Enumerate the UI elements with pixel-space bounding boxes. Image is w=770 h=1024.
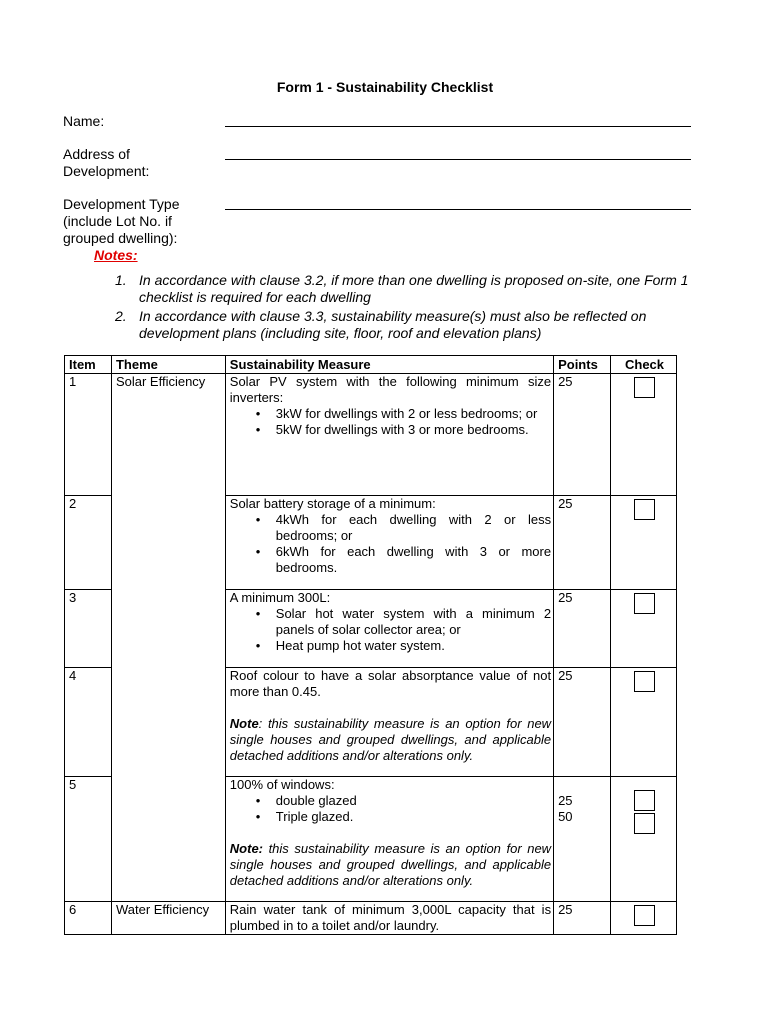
note-body: this sustainability measure is an option for new single houses and grouped dwellings, and applicable detached additions and/or alterations only. bbox=[229, 841, 552, 888]
points-cell bbox=[554, 777, 611, 902]
item-number: 2 bbox=[65, 496, 112, 590]
item-number: 5 bbox=[65, 777, 112, 902]
points-cell: 25 bbox=[554, 590, 611, 668]
measure-bullets bbox=[230, 606, 551, 654]
measure-note bbox=[230, 841, 551, 889]
check-cell bbox=[611, 777, 677, 902]
table-row bbox=[65, 496, 677, 590]
check-cell bbox=[611, 668, 677, 777]
theme-cell bbox=[111, 590, 225, 668]
checkbox[interactable] bbox=[634, 813, 655, 834]
note-text: In accordance with clause 3.2, if more than one dwelling is proposed on-site, one Form 1 checklist is required for each dwelling bbox=[139, 272, 689, 305]
table-row bbox=[65, 374, 677, 496]
checkbox[interactable] bbox=[634, 790, 655, 811]
item-number: 1 bbox=[65, 374, 112, 496]
checklist-table bbox=[64, 355, 677, 935]
notes-list bbox=[115, 272, 695, 344]
name-field-line[interactable] bbox=[225, 126, 691, 127]
bullet-item: • 5kW for dwellings with 3 or more bedrooms. bbox=[276, 422, 551, 438]
measure-text: A minimum 300L: bbox=[229, 590, 331, 605]
note-item bbox=[115, 308, 695, 342]
measure-cell bbox=[225, 374, 553, 496]
points-value: 25 bbox=[558, 793, 573, 808]
note-text: In accordance with clause 3.3, sustainability measure(s) must also be reflected on development plans (including site, floor, roof and elevation plans) bbox=[139, 308, 647, 341]
table-row bbox=[65, 777, 677, 902]
measure-bullets bbox=[230, 406, 551, 438]
table-row bbox=[65, 668, 677, 777]
item-number: 6 bbox=[65, 902, 112, 935]
measure-text: Rain water tank of minimum 3,000L capacity that is plumbed in to a toilet and/or laundry. bbox=[229, 902, 552, 933]
checkbox[interactable] bbox=[634, 671, 655, 692]
address-label: Address of Development: bbox=[63, 146, 150, 179]
check-cell bbox=[611, 496, 677, 590]
bullet-item: • Heat pump hot water system. bbox=[276, 638, 551, 654]
measure-text: Solar battery storage of a minimum: bbox=[229, 496, 436, 511]
theme-cell: Water Efficiency bbox=[111, 902, 225, 935]
measure-text: Solar PV system with the following minimum size inverters: bbox=[229, 374, 552, 405]
devtype-label: Development Type (include Lot No. if grouped dwelling): bbox=[63, 196, 180, 246]
measure-cell bbox=[225, 590, 553, 668]
measure-cell bbox=[225, 668, 553, 777]
note-body: : this sustainability measure is an option for new single houses and grouped dwellings, and applicable detached additions and/or alterations only. bbox=[229, 716, 552, 763]
header-theme: Theme bbox=[111, 356, 225, 374]
header-measure: Sustainability Measure bbox=[225, 356, 553, 374]
checkbox[interactable] bbox=[634, 377, 655, 398]
bullet-item: • 4kWh for each dwelling with 2 or less bedrooms; or bbox=[276, 512, 551, 544]
points-value: 50 bbox=[558, 809, 573, 824]
note-item bbox=[115, 272, 695, 306]
bullet-item: • 3kW for dwellings with 2 or less bedrooms; or bbox=[276, 406, 551, 422]
table-header-row bbox=[65, 356, 677, 374]
measure-text: Roof colour to have a solar absorptance value of not more than 0.45. bbox=[229, 668, 552, 699]
table-row bbox=[65, 902, 677, 935]
checkbox[interactable] bbox=[634, 905, 655, 926]
theme-cell bbox=[111, 668, 225, 777]
measure-text: 100% of windows: bbox=[229, 777, 335, 792]
theme-cell: Solar Efficiency bbox=[111, 374, 225, 496]
check-cell bbox=[611, 590, 677, 668]
check-cell bbox=[611, 902, 677, 935]
measure-cell bbox=[225, 777, 553, 902]
checkbox[interactable] bbox=[634, 499, 655, 520]
note-number: 1. bbox=[115, 272, 127, 288]
points-cell: 25 bbox=[554, 668, 611, 777]
points-cell: 25 bbox=[554, 902, 611, 935]
bullet-item: • double glazed bbox=[276, 793, 551, 809]
form-title: Form 1 - Sustainability Checklist bbox=[276, 79, 494, 95]
bullet-item: • 6kWh for each dwelling with 3 or more bedrooms. bbox=[276, 544, 551, 576]
notes-heading: Notes: bbox=[94, 247, 138, 263]
devtype-field-line[interactable] bbox=[225, 209, 691, 210]
header-points: Points bbox=[554, 356, 611, 374]
theme-cell bbox=[111, 496, 225, 590]
bullet-item: • Solar hot water system with a minimum 2 panels of solar collector area; or bbox=[276, 606, 551, 638]
measure-cell bbox=[225, 902, 553, 935]
item-number: 3 bbox=[65, 590, 112, 668]
points-cell: 25 bbox=[554, 496, 611, 590]
header-item: Item bbox=[65, 356, 112, 374]
points-cell: 25 bbox=[554, 374, 611, 496]
measure-cell bbox=[225, 496, 553, 590]
bullet-item: • Triple glazed. bbox=[276, 809, 551, 825]
measure-bullets bbox=[230, 793, 551, 825]
measure-note bbox=[230, 716, 551, 764]
note-label: Note bbox=[229, 716, 259, 731]
header-check: Check bbox=[611, 356, 677, 374]
note-label: Note: bbox=[229, 841, 263, 856]
note-number: 2. bbox=[115, 308, 127, 324]
address-field-line[interactable] bbox=[225, 159, 691, 160]
check-cell bbox=[611, 374, 677, 496]
item-number: 4 bbox=[65, 668, 112, 777]
checkbox[interactable] bbox=[634, 593, 655, 614]
theme-cell bbox=[111, 777, 225, 902]
measure-bullets bbox=[230, 512, 551, 576]
name-label: Name: bbox=[63, 113, 105, 129]
table-row bbox=[65, 590, 677, 668]
